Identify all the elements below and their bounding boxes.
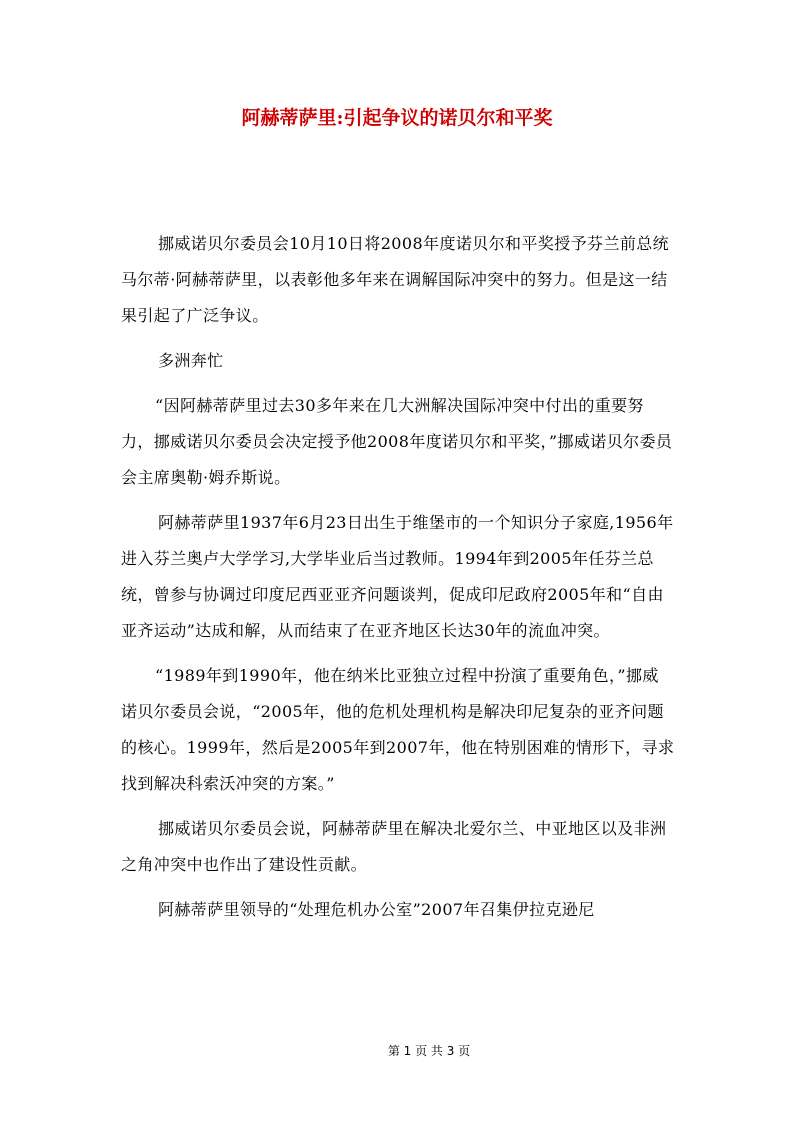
paragraph-biography: 阿赫蒂萨里1937年6月23日出生于维堡市的一个知识分子家庭,1956年进入芬兰奥卢大学学习,大学毕业后当过教师。1994年到2005年任芬兰总统，曾参与协调过印度尼西亚亚齐问题谈判，促成印尼政府2005年和“自由亚齐运动”达成和解，从而结束了在亚齐地区长达30年的流血冲突。 bbox=[121, 513, 674, 640]
paragraph-crisis-office: 阿赫蒂萨里领导的“处理危机办公室”2007年召集伊拉克逊尼 bbox=[158, 900, 595, 919]
paragraph-contributions: 挪威诺贝尔委员会说，阿赫蒂萨里在解决北爱尔兰、中亚地区以及非洲之角冲突中也作出了建设性贡献。 bbox=[121, 819, 667, 874]
paragraph-quote-namibia: “1989年到1990年，他在纳米比亚独立过程中扮演了重要角色，”挪威诺贝尔委员会说，“2005年，他的危机处理机构是解决印尼复杂的亚齐问题的核心。1999年，然后是2005年到2007年，他在特别困难的情形下，寻求找到解决科索沃冲突的方案。” bbox=[121, 666, 675, 793]
document-title: 阿赫蒂萨里:引起争议的诺贝尔和平奖 bbox=[241, 107, 553, 129]
page-number: 第 1 页 共 3 页 bbox=[387, 1044, 471, 1058]
paragraph-intro: 挪威诺贝尔委员会10月10日将2008年度诺贝尔和平奖授予芬兰前总统马尔蒂·阿赫蒂萨里，以表彰他多年来在调解国际冲突中的努力。但是这一结果引起了广泛争议。 bbox=[121, 234, 670, 325]
document-body bbox=[121, 226, 675, 937]
paragraph-subheading: 多洲奔忙 bbox=[158, 351, 224, 370]
paragraph-quote-committee: “因阿赫蒂萨里过去30多年来在几大洲解决国际冲突中付出的重要努力，挪威诺贝尔委员会决定授予他2008年度诺贝尔和平奖，”挪威诺贝尔委员会主席奥勒·姆乔斯说。 bbox=[121, 396, 673, 487]
